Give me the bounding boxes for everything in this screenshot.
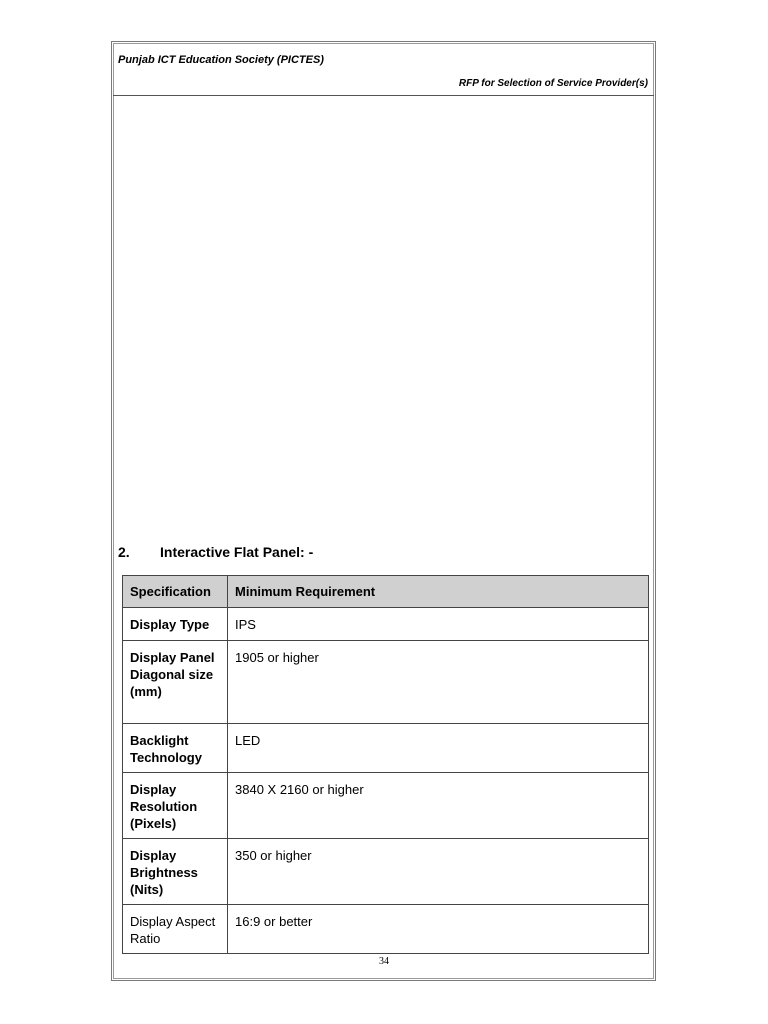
table-row bbox=[123, 905, 649, 954]
requirement-cell: IPS bbox=[228, 608, 649, 641]
spec-cell: Display Type bbox=[123, 608, 228, 641]
page-header bbox=[113, 43, 654, 96]
requirement-cell: 350 or higher bbox=[228, 839, 649, 905]
table-row bbox=[123, 608, 649, 641]
requirement-cell: 16:9 or better bbox=[228, 905, 649, 954]
section-heading bbox=[118, 544, 313, 560]
page-number: 34 bbox=[379, 956, 389, 967]
requirement-cell: 3840 X 2160 or higher bbox=[228, 773, 649, 839]
spec-cell: Display Brightness (Nits) bbox=[123, 839, 228, 905]
table-row bbox=[123, 641, 649, 724]
table-header-row bbox=[123, 576, 649, 608]
spec-cell: Display Resolution (Pixels) bbox=[123, 773, 228, 839]
column-header-minimum-requirement: Minimum Requirement bbox=[228, 576, 649, 608]
spec-cell: Display Panel Diagonal size (mm) bbox=[123, 641, 228, 724]
specification-table bbox=[122, 575, 649, 954]
header-document-title: RFP for Selection of Service Provider(s) bbox=[458, 78, 648, 89]
requirement-cell: 1905 or higher bbox=[228, 641, 649, 724]
table-row bbox=[123, 724, 649, 773]
table-row bbox=[123, 773, 649, 839]
requirement-cell: LED bbox=[228, 724, 649, 773]
spec-cell: Backlight Technology bbox=[123, 724, 228, 773]
column-header-specification: Specification bbox=[123, 576, 228, 608]
header-organization: Punjab ICT Education Society (PICTES) bbox=[118, 54, 324, 66]
section-number: 2. bbox=[118, 544, 130, 560]
spec-cell: Display Aspect Ratio bbox=[123, 905, 228, 954]
table-row bbox=[123, 839, 649, 905]
section-title: Interactive Flat Panel: - bbox=[160, 544, 314, 560]
